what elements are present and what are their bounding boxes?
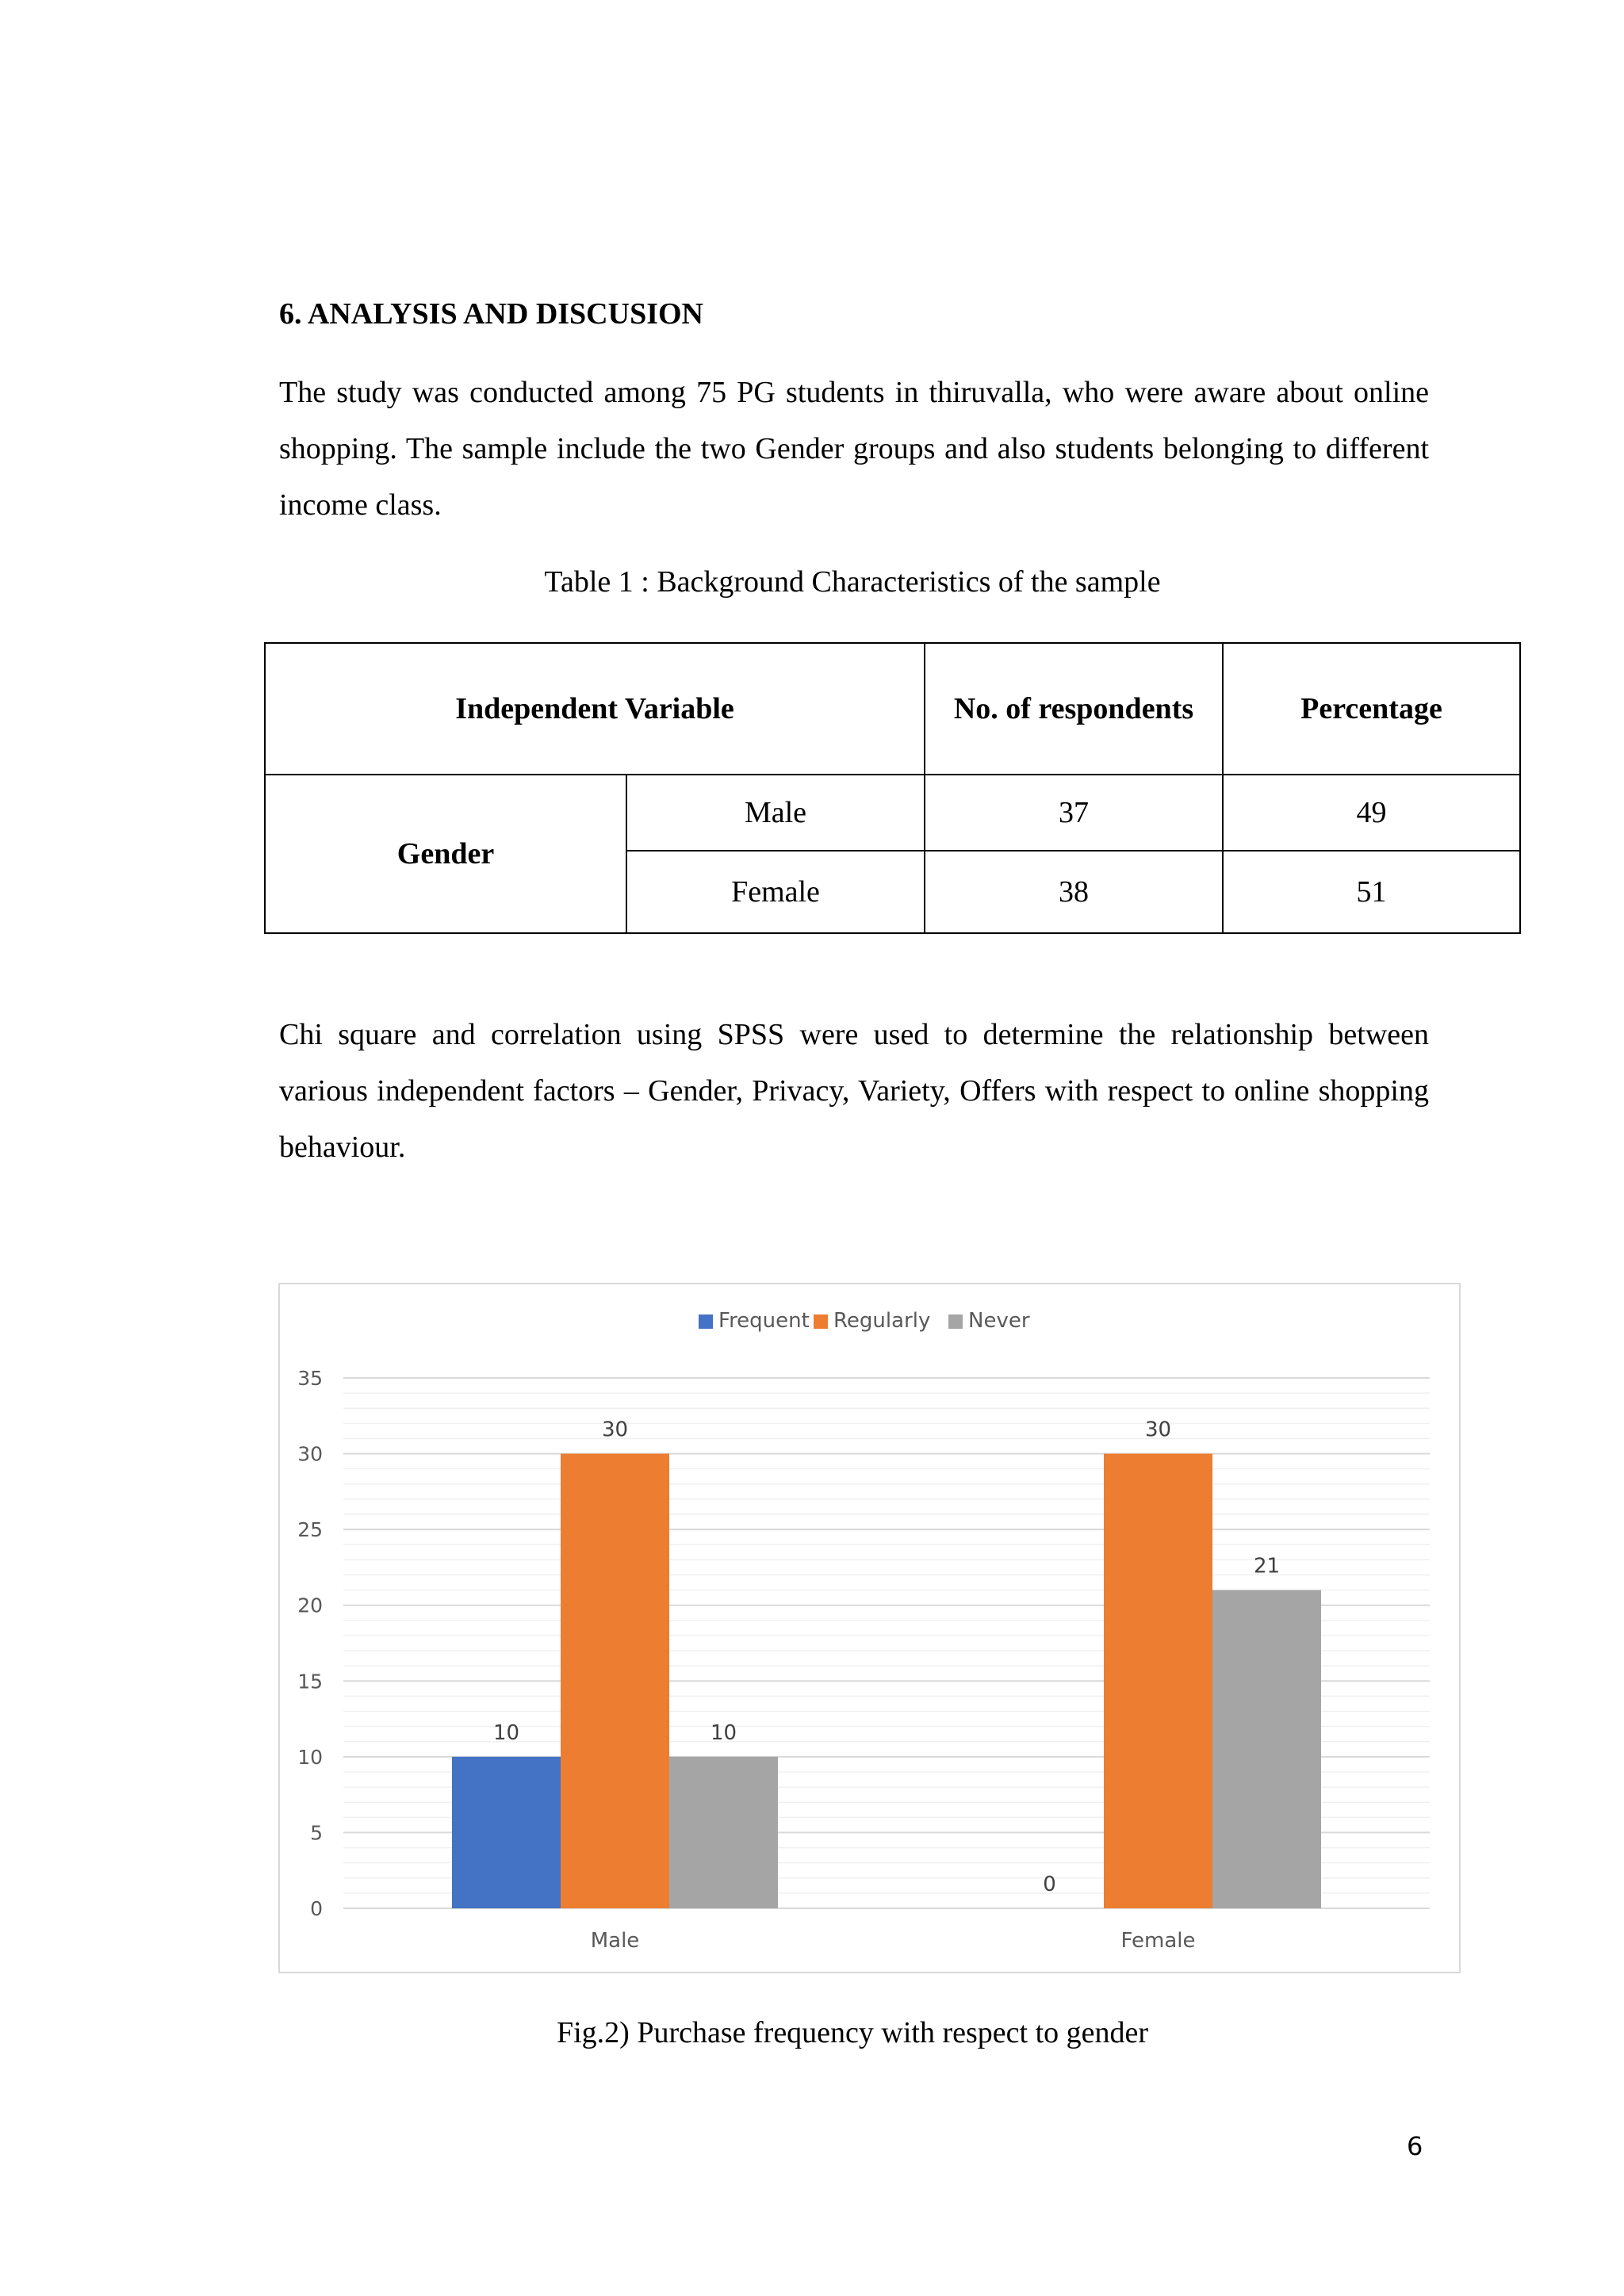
table-header-row <box>265 643 1520 775</box>
y-tick-label: 25 <box>297 1518 323 1542</box>
y-tick-label: 5 <box>310 1821 323 1845</box>
legend-label-never: Never <box>968 1309 1030 1333</box>
table-cell-percentage: 51 <box>1223 851 1520 933</box>
table-header-independent-variable: Independent Variable <box>265 643 925 775</box>
x-category-label: Female <box>1120 1929 1196 1953</box>
data-label: 30 <box>1144 1418 1172 1442</box>
data-label: 10 <box>492 1720 520 1745</box>
table-cell-percentage: 49 <box>1223 775 1520 851</box>
table-cell-respondents: 37 <box>925 775 1223 851</box>
table-cell-label: Female <box>626 851 925 933</box>
y-tick-label: 35 <box>297 1367 323 1390</box>
bar-frequent-male <box>452 1757 561 1908</box>
legend-label-frequent: Frequent <box>718 1309 810 1333</box>
page-number: 6 <box>1407 2131 1423 2161</box>
bar-regularly-male <box>561 1454 669 1908</box>
legend-label-regularly: Regularly <box>833 1309 931 1333</box>
figure-caption: Fig.2) Purchase frequency with respect to gender <box>556 2016 1149 2049</box>
legend-swatch-frequent <box>699 1314 713 1329</box>
background-characteristics-table <box>264 642 1521 934</box>
paragraph-study-intro: The study was conducted among 75 PG students in thiruvalla, who were aware about online shopping. The sample include the two Gender groups and also students belonging to different income class. <box>279 376 1429 522</box>
bar-never-female <box>1212 1590 1321 1908</box>
y-tick-label: 10 <box>297 1745 323 1769</box>
table-cell-respondents: 38 <box>925 851 1223 933</box>
data-label: 21 <box>1253 1554 1281 1578</box>
y-tick-label: 30 <box>297 1442 323 1466</box>
legend-swatch-never <box>948 1314 963 1329</box>
data-label: 30 <box>601 1418 629 1442</box>
y-tick-label: 0 <box>310 1897 323 1920</box>
y-tick-label: 15 <box>297 1670 323 1693</box>
table-cell-variable: Gender <box>265 775 626 933</box>
table-header-respondents: No. of respondents <box>925 643 1223 775</box>
table-row <box>265 775 1520 851</box>
chart-canvas <box>280 1284 1459 1972</box>
section-heading: 6. ANALYSIS AND DISCUSION <box>279 297 703 331</box>
table-header-percentage: Percentage <box>1223 643 1520 775</box>
bar-never-male <box>669 1757 778 1908</box>
paragraph-methods: Chi square and correlation using SPSS were used to determine the relationship between various independent factors – Gender, Privacy, Variety, Offers with respect to online shopping behaviour. <box>279 1018 1429 1164</box>
data-label: 0 <box>1043 1873 1056 1896</box>
y-tick-label: 20 <box>297 1594 323 1617</box>
table-caption: Table 1 : Background Characteristics of the sample <box>544 565 1161 599</box>
bar-regularly-female <box>1104 1454 1212 1908</box>
legend-swatch-regularly <box>814 1314 828 1329</box>
purchase-frequency-chart <box>278 1283 1461 1973</box>
data-label: 10 <box>710 1720 737 1745</box>
x-category-label: Male <box>590 1929 640 1953</box>
table-cell-label: Male <box>626 775 925 851</box>
